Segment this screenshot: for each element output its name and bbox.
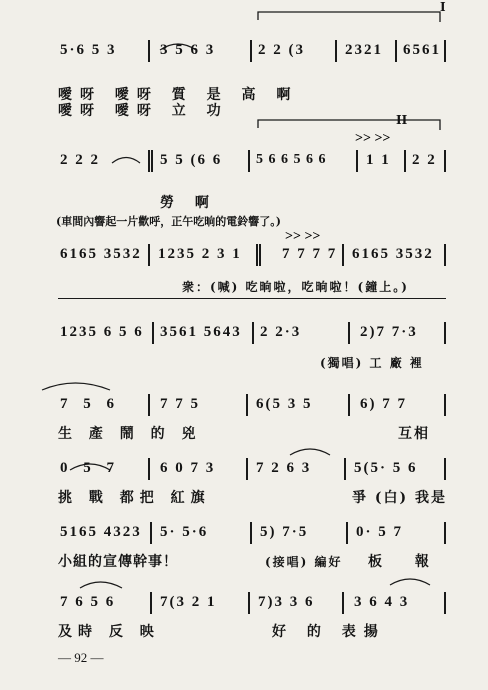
- measure-notes: 6561: [403, 42, 441, 58]
- section-mark: II: [396, 113, 408, 127]
- barline: [444, 592, 446, 614]
- accent-mark: >> >>: [285, 229, 321, 244]
- measure-notes: 3561 5643: [160, 324, 242, 340]
- barline: [151, 150, 153, 172]
- measure-notes: 1235 6 5 6: [60, 324, 144, 340]
- barline: [344, 458, 346, 480]
- measure-notes: 2 2 (3: [258, 42, 305, 58]
- barline: [148, 394, 150, 416]
- accent-mark: >> >>: [355, 131, 391, 146]
- measure-notes: 2 2 2: [60, 152, 100, 168]
- volta-bracket-2: [258, 120, 440, 130]
- measure-notes: 5· 5·6: [160, 524, 209, 540]
- slur: [112, 158, 140, 164]
- barline: [348, 394, 350, 416]
- measure-notes: 0 5 7: [60, 460, 120, 476]
- barline: [250, 522, 252, 544]
- chorus-line: 衆：(喊) 吃晌啦，吃晌啦！(鐘上。): [182, 280, 409, 294]
- lyric-line: 互相: [398, 426, 430, 442]
- volta-bracket-1: [258, 12, 440, 22]
- lyric-line: 爭 (白) 我是: [352, 490, 447, 506]
- barline: [148, 40, 150, 62]
- lyric-line: 好 的 表揚: [272, 624, 386, 640]
- barline: [335, 40, 337, 62]
- measure-notes: 5) 7·5: [260, 524, 309, 540]
- measure-notes: 5(5· 5 6: [354, 460, 418, 476]
- barline: [148, 458, 150, 480]
- barline: [246, 458, 248, 480]
- barline: [444, 150, 446, 172]
- barline: [150, 522, 152, 544]
- barline: [342, 592, 344, 614]
- measure-notes: 1235 2 3 1: [158, 246, 242, 262]
- barline: [444, 244, 446, 266]
- barline: [444, 40, 446, 62]
- measure-notes: 0· 5 7: [356, 524, 404, 540]
- measure-notes: 6 0 7 3: [160, 460, 216, 476]
- measure-notes: 2 2·3: [260, 324, 302, 340]
- lyric-line: 生 產 鬧 的 兇: [58, 426, 202, 442]
- barline: [444, 458, 446, 480]
- measure-notes: 1 1: [366, 152, 391, 168]
- slur: [42, 383, 110, 390]
- measure-notes: 6(5 3 5: [256, 396, 313, 412]
- section-mark: I: [440, 0, 446, 14]
- barline: [356, 150, 358, 172]
- barline: [246, 394, 248, 416]
- lyric-line: 挑 戰 都把 紅旗: [58, 490, 211, 506]
- barline: [444, 394, 446, 416]
- page-number: — 92 —: [58, 650, 104, 665]
- divider: [58, 298, 446, 299]
- lyric-line: 及時 反 映: [58, 624, 160, 640]
- lyric-line: (獨唱) 工 廠 裡: [320, 356, 424, 370]
- slur: [390, 579, 430, 585]
- lyric-line: 噯呀 噯呀 質 是 高 啊: [58, 87, 299, 103]
- barline: [342, 244, 344, 266]
- barline: [148, 150, 150, 172]
- barline: [444, 522, 446, 544]
- stage-direction: (車間內響起一片歡呼，正午吃晌的電鈴響了。): [56, 215, 281, 228]
- barline: [150, 592, 152, 614]
- barline: [395, 40, 397, 62]
- measure-notes: 3 5 6 3: [160, 42, 216, 58]
- lyric-line: (接唱) 編好: [265, 555, 343, 569]
- barline: [148, 244, 150, 266]
- lyric-line: 噯呀 噯呀 立 功: [58, 103, 229, 119]
- measure-notes: 6165 3532: [352, 246, 434, 262]
- measure-notes: 6) 7 7: [360, 396, 407, 412]
- measure-notes: 3 6 4 3: [354, 594, 410, 610]
- barline: [248, 150, 250, 172]
- barline: [256, 244, 258, 266]
- barline: [346, 522, 348, 544]
- measure-notes: 7 2 6 3: [256, 460, 312, 476]
- measure-notes: 2321: [345, 42, 383, 58]
- barline: [252, 322, 254, 344]
- lyric-line: 板 報: [368, 554, 443, 570]
- barline: [444, 322, 446, 344]
- barline: [250, 40, 252, 62]
- barline: [248, 592, 250, 614]
- measure-notes: 7 5 6: [60, 396, 120, 412]
- measure-notes: 5165 4323: [60, 524, 142, 540]
- measure-notes: 7 6 5 6: [60, 594, 116, 610]
- measure-notes: 5·6 5 3: [60, 42, 117, 58]
- measure-notes: 6165 3532: [60, 246, 142, 262]
- lyric-line: 小組的宣傳幹事！: [58, 554, 178, 570]
- measure-notes: 7)3 3 6: [258, 594, 315, 610]
- measure-notes: 5 5 (6 6: [160, 152, 223, 168]
- barline: [348, 322, 350, 344]
- measure-notes: 2 2: [412, 152, 437, 168]
- measure-notes: 7(3 2 1: [160, 594, 217, 610]
- barline: [152, 322, 154, 344]
- measure-notes: 7 7 7 7: [282, 246, 338, 262]
- measure-notes: 7 7 5: [160, 396, 200, 412]
- measure-notes: 2)7 7·3: [360, 324, 418, 340]
- slur: [290, 449, 330, 455]
- barline: [404, 150, 406, 172]
- measure-notes: 5 6 6 5 6 6: [256, 152, 327, 167]
- slur: [80, 582, 122, 588]
- barline: [259, 244, 261, 266]
- lyric-line: 勞 啊: [160, 195, 217, 211]
